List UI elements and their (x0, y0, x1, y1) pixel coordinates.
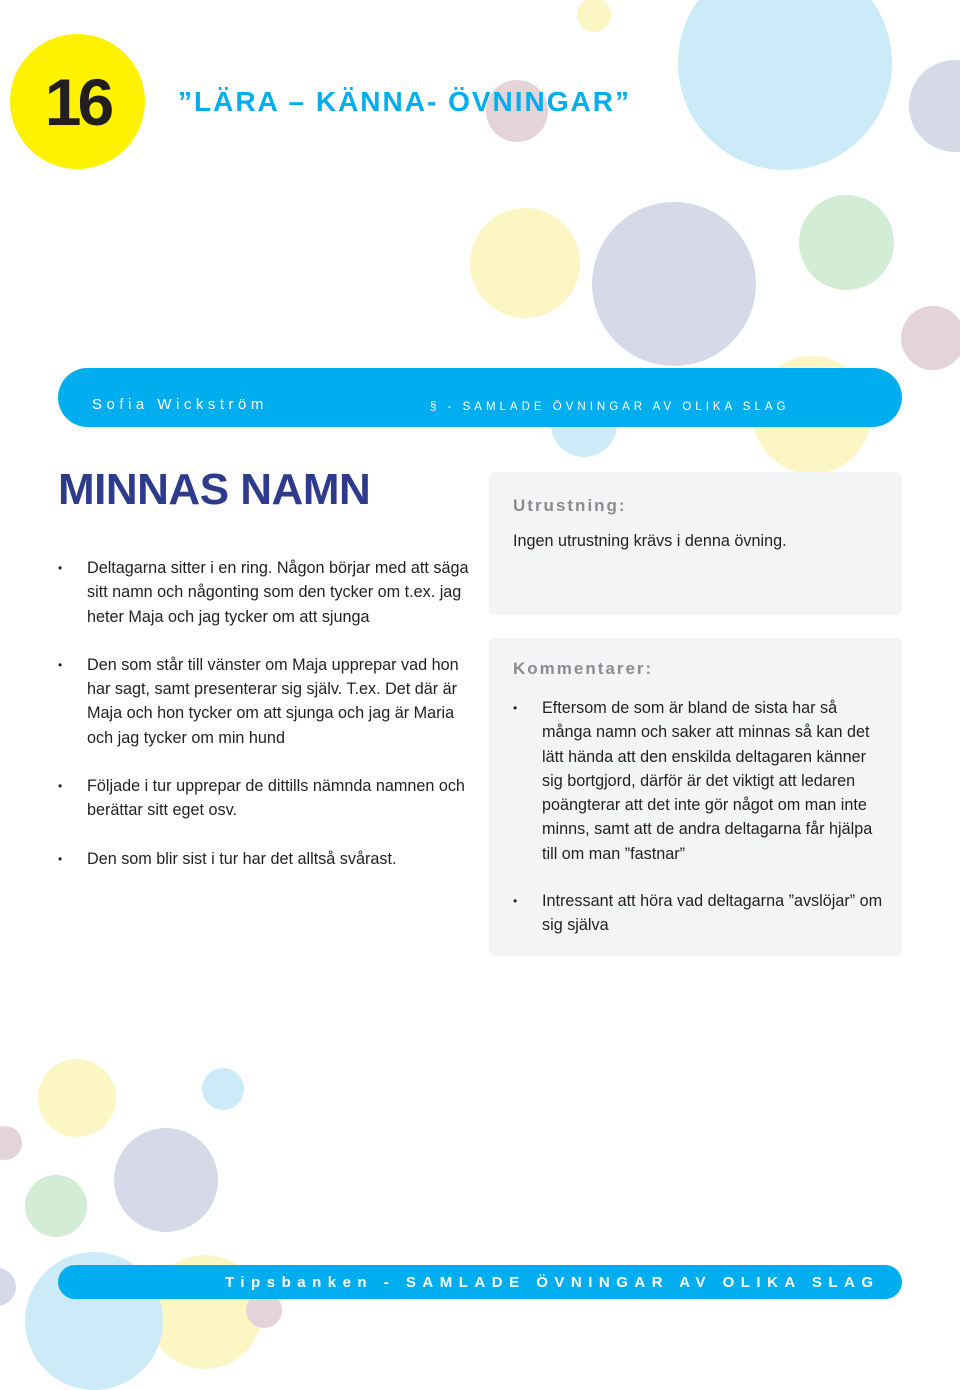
decor-circle (577, 0, 611, 32)
decor-circle (470, 208, 580, 318)
comments-box (489, 638, 902, 956)
page-number-badge (10, 34, 145, 169)
section-label: § - SAMLADE ÖVNINGAR AV OLIKA SLAG (430, 401, 790, 413)
comments-title: Kommentarer: (513, 659, 654, 678)
header-bar (58, 368, 902, 427)
decor-circle (38, 1059, 116, 1137)
decor-circle (901, 306, 960, 370)
step-item: • Den som står till vänster om Maja upprepar vad hon har sagt, samt presenterar sig själv. T.ex. Det där är Maja och hon tycker om att sjunga och jag är Maria och jag tycker om min hund (58, 653, 478, 750)
decor-circle (202, 1068, 244, 1110)
comment-item: • Eftersom de som är bland de sista har så många namn och saker att minnas så kan det lätt hända att den enskilda deltagaren känner sig bortgjord, därför är det viktigt att ledaren poängterar att det inte gör något om man inte minns, samt att de andra deltagarna får hjälpa till om man ”fastnar” (513, 696, 888, 866)
decor-circle (114, 1128, 218, 1232)
decor-circle (592, 202, 756, 366)
equipment-box (489, 472, 902, 615)
decor-circle (909, 60, 960, 152)
step-item: • Deltagarna sitter i en ring. Någon börjar med att säga sitt namn och någonting som den tycker om t.ex. jag heter Maja och jag tycker om att sjunga (58, 556, 478, 629)
decor-circle (25, 1175, 87, 1237)
exercise-steps (58, 556, 478, 895)
decor-circle (0, 1126, 22, 1160)
comment-item: • Intressant att höra vad deltagarna ”avslöjar” om sig själva (513, 889, 888, 938)
step-item: • Följade i tur upprepar de dittills nämnda namnen och berättar sitt eget osv. (58, 774, 478, 823)
equipment-title: Utrustning: (513, 496, 627, 515)
decor-circle (799, 195, 894, 290)
footer-bar (58, 1265, 902, 1299)
decor-circle (0, 1268, 16, 1306)
footer-text: Tipsbanken - SAMLADE ÖVNINGAR AV OLIKA SLAG (225, 1274, 880, 1291)
comments-list (513, 696, 888, 961)
equipment-text: Ingen utrustning krävs i denna övning. (513, 532, 787, 550)
page-title: ”LÄRA – KÄNNA- ÖVNINGAR” (178, 86, 631, 117)
exercise-title: MINNAS NAMN (58, 465, 371, 514)
step-item: • Den som blir sist i tur har det alltså svårast. (58, 847, 478, 871)
page-number: 16 (44, 64, 111, 139)
decor-circle (678, 0, 892, 170)
author-name: Sofia Wickström (92, 396, 268, 413)
